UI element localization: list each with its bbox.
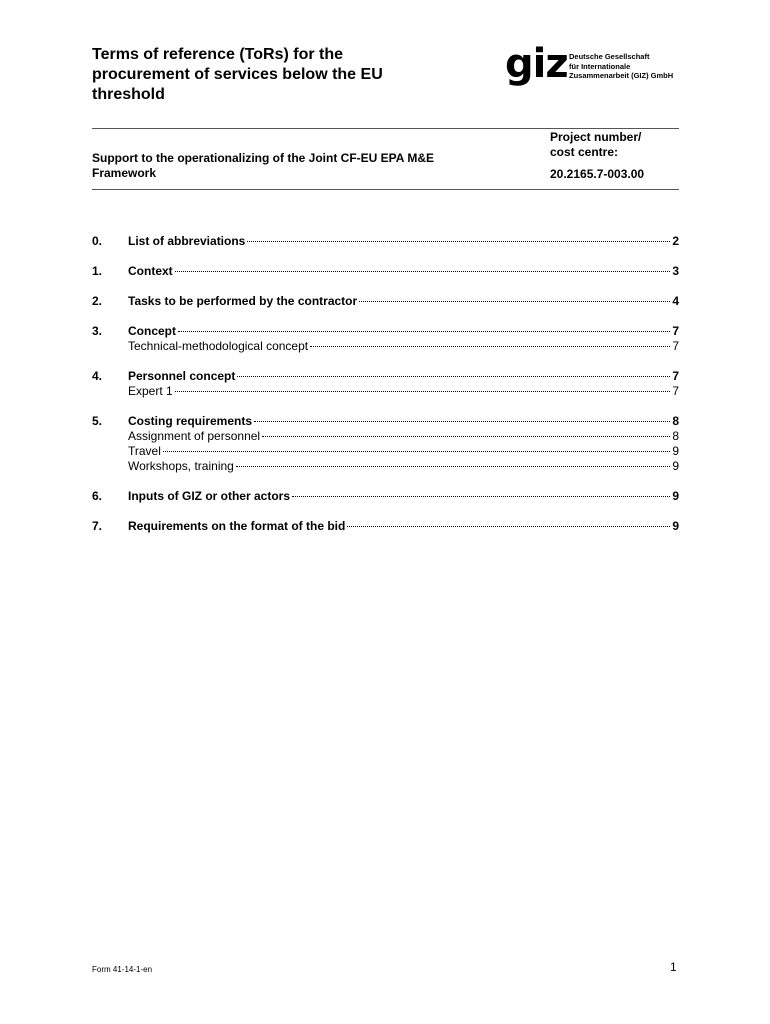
toc-subitem-title: Technical-methodological concept xyxy=(128,339,309,353)
toc-subitem[interactable] xyxy=(92,384,679,399)
toc-leader xyxy=(254,421,670,422)
toc-leader xyxy=(359,301,670,302)
toc-item[interactable] xyxy=(92,414,679,429)
toc-leader xyxy=(310,346,670,347)
toc-item-page: 7 xyxy=(672,369,679,383)
logo-text-line: Deutsche Gesellschaft xyxy=(569,52,650,61)
toc-subitem-page: 7 xyxy=(672,339,679,353)
toc-item-number: 6. xyxy=(92,489,103,503)
toc-leader xyxy=(247,241,670,242)
toc-leader xyxy=(163,451,670,452)
toc-item-title: Concept xyxy=(128,324,176,338)
toc-leader xyxy=(175,271,671,272)
toc-item-title: List of abbreviations xyxy=(128,234,246,248)
toc-subitem-title: Expert 1 xyxy=(128,384,173,398)
toc-item-page: 8 xyxy=(672,414,679,428)
toc-item-title: Requirements on the format of the bid xyxy=(128,519,346,533)
divider-top xyxy=(92,128,679,129)
divider-bottom xyxy=(92,189,679,190)
toc-item-title: Context xyxy=(128,264,173,278)
title-line: procurement of services below the EU xyxy=(92,66,383,83)
project-subject xyxy=(92,151,512,181)
toc-item-number: 7. xyxy=(92,519,103,533)
toc-item-number: 1. xyxy=(92,264,103,278)
toc-subitem-page: 9 xyxy=(672,444,679,458)
toc-item-number: 3. xyxy=(92,324,103,338)
project-number: 20.2165.7-003.00 xyxy=(550,167,645,181)
toc-entry xyxy=(92,489,679,504)
project-number-label-line: Project number/ xyxy=(550,130,642,144)
subject-line: Support to the operationalizing of the Joint CF-EU EPA M&E xyxy=(92,151,434,165)
page-number: 1 xyxy=(670,960,677,974)
title-line: Terms of reference (ToRs) for the xyxy=(92,46,344,63)
giz-logo-text xyxy=(569,52,673,81)
toc-subitem[interactable] xyxy=(92,444,679,459)
project-number-label xyxy=(550,130,641,160)
logo-text-line: Zusammenarbeit (GIZ) GmbH xyxy=(569,71,674,80)
toc-item-page: 2 xyxy=(672,234,679,248)
toc-leader xyxy=(236,466,670,467)
subject-line: Framework xyxy=(92,166,157,180)
toc-leader xyxy=(175,391,671,392)
toc-item[interactable] xyxy=(92,324,679,339)
toc-item-number: 0. xyxy=(92,234,103,248)
toc-subitem-title: Travel xyxy=(128,444,161,458)
toc-item[interactable] xyxy=(92,294,679,309)
toc-item-page: 7 xyxy=(672,324,679,338)
toc-leader xyxy=(178,331,670,332)
toc-entry xyxy=(92,519,679,534)
toc-item-number: 4. xyxy=(92,369,103,383)
toc-item[interactable] xyxy=(92,519,679,534)
toc-item-title: Inputs of GIZ or other actors xyxy=(128,489,291,503)
toc-item-page: 4 xyxy=(672,294,679,308)
toc-leader xyxy=(347,526,670,527)
toc-entry xyxy=(92,294,679,309)
toc-entry xyxy=(92,414,679,474)
giz-logo-mark: giz xyxy=(505,41,568,87)
toc-subitem-title: Workshops, training xyxy=(128,459,234,473)
project-number-label-line: cost centre: xyxy=(550,145,619,159)
toc-item[interactable] xyxy=(92,234,679,249)
toc-item-page: 3 xyxy=(672,264,679,278)
toc-item[interactable] xyxy=(92,489,679,504)
toc-item-title: Personnel concept xyxy=(128,369,236,383)
document-title xyxy=(92,45,472,105)
giz-logo xyxy=(505,41,685,90)
toc-entry xyxy=(92,264,679,279)
toc-item[interactable] xyxy=(92,369,679,384)
form-id: Form 41-14-1-en xyxy=(92,965,153,974)
toc-item-number: 5. xyxy=(92,414,103,428)
toc-leader xyxy=(292,496,670,497)
toc-subitem[interactable] xyxy=(92,429,679,444)
toc-subitem-page: 9 xyxy=(672,459,679,473)
toc-item-page: 9 xyxy=(672,519,679,533)
logo-text-line: für Internationale xyxy=(569,61,631,71)
toc-subitem-page: 7 xyxy=(672,384,679,398)
toc-item[interactable] xyxy=(92,264,679,279)
title-line: threshold xyxy=(92,86,165,103)
toc-entry xyxy=(92,369,679,399)
toc-subitem[interactable] xyxy=(92,339,679,354)
toc-leader xyxy=(237,376,670,377)
toc-leader xyxy=(262,436,670,437)
toc-entry xyxy=(92,324,679,354)
toc-item-page: 9 xyxy=(672,489,679,503)
toc-item-title: Costing requirements xyxy=(128,414,253,428)
toc-item-number: 2. xyxy=(92,294,103,308)
toc-subitem[interactable] xyxy=(92,459,679,474)
toc-entry xyxy=(92,234,679,249)
toc-subitem-title: Assignment of personnel xyxy=(128,429,261,443)
table-of-contents xyxy=(92,234,679,549)
toc-subitem-page: 8 xyxy=(672,429,679,443)
toc-item-title: Tasks to be performed by the contractor xyxy=(128,294,358,308)
